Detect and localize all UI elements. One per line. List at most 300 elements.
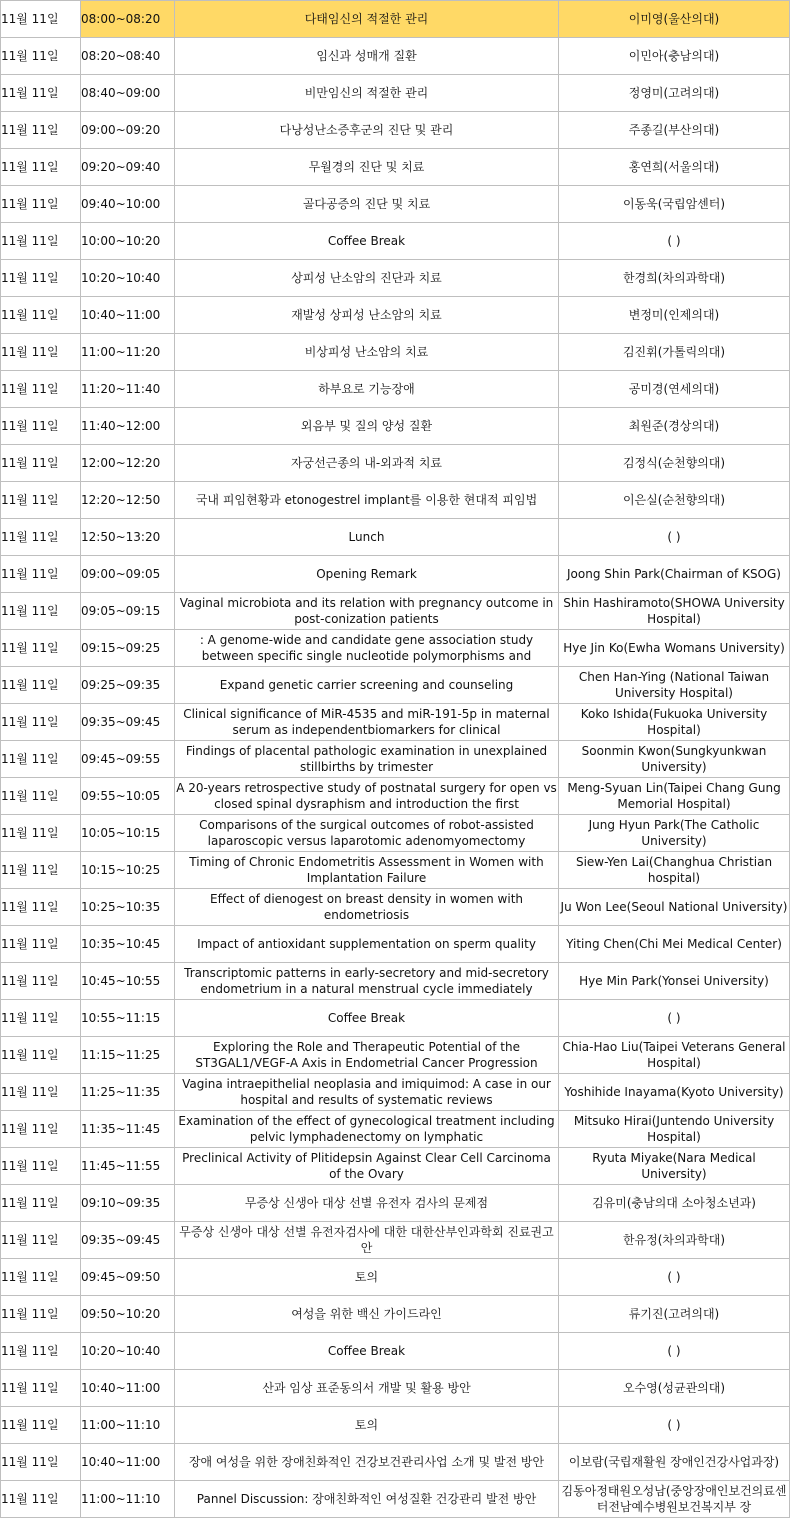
session-date-cell[interactable] xyxy=(1,38,81,75)
session-title: 장애 여성을 위한 장애친화적인 건강보건관리사업 소개 및 발전 방안 xyxy=(188,1455,545,1469)
session-date: 11월 11일 xyxy=(1,197,59,211)
session-time: 11:00~11:10 xyxy=(81,1492,161,1506)
session-date-cell[interactable] xyxy=(1,1074,81,1111)
session-time-cell[interactable] xyxy=(81,963,175,1000)
session-title-cell[interactable] xyxy=(175,852,559,889)
session-time: 11:15~11:25 xyxy=(81,1048,161,1062)
session-speaker-cell[interactable] xyxy=(559,1370,790,1407)
session-time-cell[interactable] xyxy=(81,482,175,519)
session-title: 골다공증의 진단 및 치료 xyxy=(302,197,431,211)
session-title-cell[interactable] xyxy=(175,926,559,963)
schedule-row xyxy=(1,1481,790,1518)
session-speaker: Joong Shin Park(Chairman of KSOG) xyxy=(566,567,781,581)
session-title: 외음부 및 질의 양성 질환 xyxy=(300,419,433,433)
session-speaker: 김진휘(가톨릭의대) xyxy=(622,345,726,359)
session-time-cell[interactable] xyxy=(81,593,175,630)
session-date: 11월 11일 xyxy=(1,160,59,174)
session-date-cell[interactable] xyxy=(1,778,81,815)
session-title-cell[interactable] xyxy=(175,1,559,38)
session-title: Clinical significance of MiR-4535 and miR-191-5p in maternal serum as independentbiomarkers for clinical xyxy=(183,707,550,737)
session-time-cell[interactable] xyxy=(81,630,175,667)
session-title-cell[interactable] xyxy=(175,1481,559,1518)
session-time: 08:40~09:00 xyxy=(81,86,161,100)
session-date: 11월 11일 xyxy=(1,234,59,248)
session-date: 11월 11일 xyxy=(1,937,59,951)
session-title-cell[interactable] xyxy=(175,1296,559,1333)
session-time: 08:20~08:40 xyxy=(81,49,161,63)
session-date-cell[interactable] xyxy=(1,704,81,741)
session-title-cell[interactable] xyxy=(175,38,559,75)
session-time-cell[interactable] xyxy=(81,667,175,704)
session-date: 11월 11일 xyxy=(1,604,59,618)
session-date-cell[interactable] xyxy=(1,1185,81,1222)
session-title-cell[interactable] xyxy=(175,223,559,260)
session-time: 09:05~09:15 xyxy=(81,604,161,618)
session-date: 11월 11일 xyxy=(1,752,59,766)
session-date-cell[interactable] xyxy=(1,889,81,926)
session-title-cell[interactable] xyxy=(175,1185,559,1222)
session-title-cell[interactable] xyxy=(175,1407,559,1444)
session-time-cell[interactable] xyxy=(81,371,175,408)
session-title-cell[interactable] xyxy=(175,667,559,704)
session-time-cell[interactable] xyxy=(81,149,175,186)
session-date: 11월 11일 xyxy=(1,715,59,729)
session-speaker-cell[interactable] xyxy=(559,926,790,963)
session-speaker-cell[interactable] xyxy=(559,334,790,371)
session-speaker: 이은실(순천향의대) xyxy=(622,493,726,507)
session-title: Findings of placental pathologic examination in unexplained stillbirths by trimester xyxy=(185,744,548,774)
session-title-cell[interactable] xyxy=(175,297,559,334)
session-date-cell[interactable] xyxy=(1,630,81,667)
session-date-cell[interactable] xyxy=(1,667,81,704)
session-speaker-cell[interactable] xyxy=(559,186,790,223)
session-title-cell[interactable] xyxy=(175,1370,559,1407)
session-date: 11월 11일 xyxy=(1,567,59,581)
session-time-cell[interactable] xyxy=(81,1222,175,1259)
session-date-cell[interactable] xyxy=(1,1481,81,1518)
schedule-row xyxy=(1,75,790,112)
session-speaker-cell[interactable] xyxy=(559,1037,790,1074)
session-title: Effect of dienogest on breast density in women with endometriosis xyxy=(209,892,523,922)
session-date: 11월 11일 xyxy=(1,1492,59,1506)
session-date-cell[interactable] xyxy=(1,445,81,482)
session-speaker-cell[interactable] xyxy=(559,630,790,667)
session-date-cell[interactable] xyxy=(1,556,81,593)
session-time-cell[interactable] xyxy=(81,741,175,778)
session-date-cell[interactable] xyxy=(1,519,81,556)
session-title: 국내 피임현황과 etonogestrel implant를 이용한 현대적 피임법 xyxy=(195,493,538,507)
schedule-row xyxy=(1,741,790,778)
session-date-cell[interactable] xyxy=(1,1296,81,1333)
session-time: 09:40~10:00 xyxy=(81,197,161,211)
session-title-cell[interactable] xyxy=(175,556,559,593)
session-time-cell[interactable] xyxy=(81,1037,175,1074)
session-title-cell[interactable] xyxy=(175,1148,559,1185)
session-date-cell[interactable] xyxy=(1,1407,81,1444)
schedule-row xyxy=(1,556,790,593)
session-time-cell[interactable] xyxy=(81,408,175,445)
session-time-cell[interactable] xyxy=(81,889,175,926)
session-title-cell[interactable] xyxy=(175,1000,559,1037)
session-date-cell[interactable] xyxy=(1,963,81,1000)
session-date-cell[interactable] xyxy=(1,223,81,260)
session-speaker-cell[interactable] xyxy=(559,1296,790,1333)
session-date: 11월 11일 xyxy=(1,641,59,655)
session-title-cell[interactable] xyxy=(175,889,559,926)
schedule-row xyxy=(1,889,790,926)
session-time: 10:55~11:15 xyxy=(81,1011,161,1025)
session-title-cell[interactable] xyxy=(175,630,559,667)
session-speaker-cell[interactable] xyxy=(559,260,790,297)
session-title: Exploring the Role and Therapeutic Potential of the ST3GAL1/VEGF-A Axis in Endometrial Cancer Progression xyxy=(195,1040,538,1070)
session-time-cell[interactable] xyxy=(81,815,175,852)
session-speaker-cell[interactable] xyxy=(559,1407,790,1444)
session-time-cell[interactable] xyxy=(81,1370,175,1407)
session-date-cell[interactable] xyxy=(1,741,81,778)
session-title-cell[interactable] xyxy=(175,149,559,186)
session-title: Lunch xyxy=(348,530,385,544)
session-speaker: 한유정(차의과학대) xyxy=(622,1233,726,1247)
session-date: 11월 11일 xyxy=(1,1455,59,1469)
session-time-cell[interactable] xyxy=(81,926,175,963)
session-speaker-cell[interactable] xyxy=(559,1111,790,1148)
session-time-cell[interactable] xyxy=(81,334,175,371)
session-speaker-cell[interactable] xyxy=(559,371,790,408)
session-title: 무월경의 진단 및 치료 xyxy=(308,160,425,174)
session-time-cell[interactable] xyxy=(81,519,175,556)
schedule-row xyxy=(1,38,790,75)
session-speaker: 최원준(경상의대) xyxy=(628,419,720,433)
session-time-cell[interactable] xyxy=(81,1,175,38)
session-time: 12:20~12:50 xyxy=(81,493,161,507)
session-date-cell[interactable] xyxy=(1,852,81,889)
session-date-cell[interactable] xyxy=(1,371,81,408)
session-speaker-cell[interactable] xyxy=(559,1074,790,1111)
session-speaker: 변정미(인제의대) xyxy=(628,308,720,322)
session-title-cell[interactable] xyxy=(175,593,559,630)
session-date: 11월 11일 xyxy=(1,419,59,433)
session-speaker: Soonmin Kwon(Sungkyunkwan University) xyxy=(581,744,767,774)
session-title-cell[interactable] xyxy=(175,704,559,741)
session-time: 10:20~10:40 xyxy=(81,271,161,285)
session-time-cell[interactable] xyxy=(81,38,175,75)
session-speaker: Jung Hyun Park(The Catholic University) xyxy=(588,818,760,848)
session-speaker: 김동아정태원오성남(중앙장애인보건의료센터전남예수병원보건복지부 장 xyxy=(561,1484,787,1514)
session-speaker: 류기진(고려의대) xyxy=(628,1307,720,1321)
session-time-cell[interactable] xyxy=(81,297,175,334)
session-title: Opening Remark xyxy=(316,567,417,581)
session-speaker-cell[interactable] xyxy=(559,482,790,519)
session-time-cell[interactable] xyxy=(81,75,175,112)
session-time-cell[interactable] xyxy=(81,445,175,482)
session-time: 09:10~09:35 xyxy=(81,1196,161,1210)
schedule-row xyxy=(1,778,790,815)
session-date-cell[interactable] xyxy=(1,1259,81,1296)
session-time-cell[interactable] xyxy=(81,778,175,815)
session-date: 11월 11일 xyxy=(1,382,59,396)
session-time: 09:20~09:40 xyxy=(81,160,161,174)
session-speaker-cell[interactable] xyxy=(559,667,790,704)
session-time-cell[interactable] xyxy=(81,112,175,149)
session-time: 09:50~10:20 xyxy=(81,1307,161,1321)
session-date-cell[interactable] xyxy=(1,1,81,38)
session-date-cell[interactable] xyxy=(1,815,81,852)
session-speaker-cell[interactable] xyxy=(559,852,790,889)
session-title: Vagina intraepithelial neoplasia and imiquimod: A case in our hospital and results of systematic reviews xyxy=(182,1077,551,1107)
session-time-cell[interactable] xyxy=(81,1111,175,1148)
session-date-cell[interactable] xyxy=(1,112,81,149)
session-date-cell[interactable] xyxy=(1,1111,81,1148)
session-title: A 20-years retrospective study of postnatal surgery for open vs closed spinal dysraphism and introduction the first xyxy=(176,781,557,811)
session-title-cell[interactable] xyxy=(175,1111,559,1148)
session-date: 11월 11일 xyxy=(1,1048,59,1062)
session-time-cell[interactable] xyxy=(81,704,175,741)
session-speaker-cell[interactable] xyxy=(559,963,790,1000)
session-time-cell[interactable] xyxy=(81,186,175,223)
session-time: 11:20~11:40 xyxy=(81,382,161,396)
session-date-cell[interactable] xyxy=(1,1370,81,1407)
session-date-cell[interactable] xyxy=(1,926,81,963)
session-speaker: 이동욱(국립암센터) xyxy=(622,197,726,211)
session-speaker-cell[interactable] xyxy=(559,593,790,630)
session-title-cell[interactable] xyxy=(175,334,559,371)
session-speaker: 정영미(고려의대) xyxy=(628,86,720,100)
session-date-cell[interactable] xyxy=(1,1222,81,1259)
session-speaker-cell[interactable] xyxy=(559,223,790,260)
session-title: 무증상 신생아 대상 선별 유전자검사에 대한 대한산부인과학회 진료권고안 xyxy=(179,1225,554,1255)
session-speaker-cell[interactable] xyxy=(559,556,790,593)
session-time-cell[interactable] xyxy=(81,1000,175,1037)
session-speaker: 홍연희(서울의대) xyxy=(628,160,720,174)
session-date-cell[interactable] xyxy=(1,149,81,186)
session-title: 토의 xyxy=(354,1270,379,1284)
session-date: 11월 11일 xyxy=(1,789,59,803)
session-date-cell[interactable] xyxy=(1,482,81,519)
schedule-row xyxy=(1,186,790,223)
schedule-row xyxy=(1,334,790,371)
session-date: 11월 11일 xyxy=(1,678,59,692)
session-time: 10:20~10:40 xyxy=(81,1344,161,1358)
session-time: 11:00~11:20 xyxy=(81,345,161,359)
session-title: Preclinical Activity of Plitidepsin Against Clear Cell Carcinoma of the Ovary xyxy=(182,1151,551,1181)
session-title-cell[interactable] xyxy=(175,1259,559,1296)
session-title-cell[interactable] xyxy=(175,519,559,556)
session-time-cell[interactable] xyxy=(81,852,175,889)
session-speaker: Hye Jin Ko(Ewha Womans University) xyxy=(563,641,785,655)
session-speaker: Hye Min Park(Yonsei University) xyxy=(579,974,769,988)
session-speaker: 이보람(국립재활원 장애인건강사업과장) xyxy=(568,1455,780,1469)
session-date: 11월 11일 xyxy=(1,1418,59,1432)
schedule-row xyxy=(1,815,790,852)
session-title-cell[interactable] xyxy=(175,778,559,815)
session-title: Timing of Chronic Endometritis Assessment in Women with Implantation Failure xyxy=(189,855,544,885)
session-title: Coffee Break xyxy=(327,234,406,248)
session-title-cell[interactable] xyxy=(175,1222,559,1259)
session-date-cell[interactable] xyxy=(1,408,81,445)
session-speaker-cell[interactable] xyxy=(559,1000,790,1037)
schedule-row xyxy=(1,1259,790,1296)
session-time-cell[interactable] xyxy=(81,1444,175,1481)
session-title-cell[interactable] xyxy=(175,963,559,1000)
session-speaker-cell[interactable] xyxy=(559,1185,790,1222)
session-title-cell[interactable] xyxy=(175,741,559,778)
schedule-row xyxy=(1,1222,790,1259)
session-speaker-cell[interactable] xyxy=(559,741,790,778)
session-speaker-cell[interactable] xyxy=(559,75,790,112)
session-time: 09:00~09:05 xyxy=(81,567,161,581)
session-title-cell[interactable] xyxy=(175,1333,559,1370)
session-speaker: Ryuta Miyake(Nara Medical University) xyxy=(592,1151,756,1181)
session-title-cell[interactable] xyxy=(175,445,559,482)
session-time: 12:50~13:20 xyxy=(81,530,161,544)
session-title: 다태임신의 적절한 관리 xyxy=(304,12,429,26)
session-speaker: 김정식(순천향의대) xyxy=(622,456,726,470)
session-speaker: 이미영(울산의대) xyxy=(628,12,720,26)
session-time-cell[interactable] xyxy=(81,1407,175,1444)
session-speaker: Chia-Hao Liu(Taipei Veterans General Hospital) xyxy=(562,1040,786,1070)
session-date-cell[interactable] xyxy=(1,334,81,371)
session-speaker-cell[interactable] xyxy=(559,38,790,75)
session-time-cell[interactable] xyxy=(81,1481,175,1518)
schedule-row xyxy=(1,1185,790,1222)
session-speaker-cell[interactable] xyxy=(559,297,790,334)
session-title: 상피성 난소암의 진단과 치료 xyxy=(291,271,442,285)
session-speaker-cell[interactable] xyxy=(559,704,790,741)
session-title-cell[interactable] xyxy=(175,1074,559,1111)
session-title-cell[interactable] xyxy=(175,815,559,852)
session-title-cell[interactable] xyxy=(175,186,559,223)
session-speaker: ( ) xyxy=(667,1344,681,1358)
schedule-row xyxy=(1,1074,790,1111)
session-time-cell[interactable] xyxy=(81,556,175,593)
session-title-cell[interactable] xyxy=(175,1037,559,1074)
session-title: 하부요로 기능장애 xyxy=(318,382,415,396)
session-date-cell[interactable] xyxy=(1,186,81,223)
session-time: 09:35~09:45 xyxy=(81,1233,161,1247)
session-date-cell[interactable] xyxy=(1,1000,81,1037)
session-title-cell[interactable] xyxy=(175,408,559,445)
session-title-cell[interactable] xyxy=(175,260,559,297)
session-speaker-cell[interactable] xyxy=(559,778,790,815)
session-title-cell[interactable] xyxy=(175,75,559,112)
session-title: Vaginal microbiota and its relation with pregnancy outcome in post-conization patients xyxy=(179,596,554,626)
schedule-row xyxy=(1,1333,790,1370)
session-time-cell[interactable] xyxy=(81,1074,175,1111)
session-title: 여성을 위한 백신 가이드라인 xyxy=(291,1307,442,1321)
schedule-row xyxy=(1,1407,790,1444)
session-title-cell[interactable] xyxy=(175,1444,559,1481)
schedule-row xyxy=(1,1370,790,1407)
session-date: 11월 11일 xyxy=(1,1011,59,1025)
session-speaker-cell[interactable] xyxy=(559,889,790,926)
session-speaker-cell[interactable] xyxy=(559,149,790,186)
session-date: 11월 11일 xyxy=(1,863,59,877)
session-date: 11월 11일 xyxy=(1,1085,59,1099)
session-time-cell[interactable] xyxy=(81,1259,175,1296)
session-speaker-cell[interactable] xyxy=(559,1481,790,1518)
session-speaker-cell[interactable] xyxy=(559,1,790,38)
session-time-cell[interactable] xyxy=(81,260,175,297)
session-date: 11월 11일 xyxy=(1,1381,59,1395)
session-time: 10:40~11:00 xyxy=(81,1381,161,1395)
session-speaker: 한경희(차의과학대) xyxy=(622,271,726,285)
schedule-row xyxy=(1,704,790,741)
session-title: Comparisons of the surgical outcomes of robot-assisted laparoscopic versus laparotomic adenomyomectomy xyxy=(199,818,534,848)
session-speaker-cell[interactable] xyxy=(559,1444,790,1481)
session-date-cell[interactable] xyxy=(1,1037,81,1074)
session-date-cell[interactable] xyxy=(1,1333,81,1370)
session-date-cell[interactable] xyxy=(1,297,81,334)
session-speaker-cell[interactable] xyxy=(559,112,790,149)
schedule-row xyxy=(1,371,790,408)
session-speaker: ( ) xyxy=(667,530,681,544)
schedule-row xyxy=(1,1111,790,1148)
schedule-row xyxy=(1,852,790,889)
session-time-cell[interactable] xyxy=(81,1185,175,1222)
session-date-cell[interactable] xyxy=(1,593,81,630)
session-time-cell[interactable] xyxy=(81,1296,175,1333)
session-title: : A genome-wide and candidate gene association study between specific single nucleotide polymorphisms and xyxy=(199,633,534,663)
session-date-cell[interactable] xyxy=(1,1444,81,1481)
session-date: 11월 11일 xyxy=(1,123,59,137)
session-time-cell[interactable] xyxy=(81,223,175,260)
session-title: Coffee Break xyxy=(327,1344,406,1358)
session-speaker-cell[interactable] xyxy=(559,408,790,445)
session-time-cell[interactable] xyxy=(81,1148,175,1185)
session-speaker-cell[interactable] xyxy=(559,1333,790,1370)
session-time: 09:45~09:55 xyxy=(81,752,161,766)
session-speaker-cell[interactable] xyxy=(559,1148,790,1185)
session-time: 10:15~10:25 xyxy=(81,863,161,877)
session-speaker-cell[interactable] xyxy=(559,1259,790,1296)
session-title-cell[interactable] xyxy=(175,482,559,519)
session-title: 비만임신의 적절한 관리 xyxy=(304,86,429,100)
schedule-row xyxy=(1,926,790,963)
session-time: 08:00~08:20 xyxy=(81,12,161,26)
session-speaker-cell[interactable] xyxy=(559,1222,790,1259)
session-speaker: ( ) xyxy=(667,1011,681,1025)
session-date-cell[interactable] xyxy=(1,260,81,297)
session-title: Transcriptomic patterns in early-secretory and mid-secretory endometrium in a natural menstrual cycle immediately xyxy=(184,966,549,996)
session-date: 11월 11일 xyxy=(1,345,59,359)
session-date: 11월 11일 xyxy=(1,826,59,840)
session-time: 12:00~12:20 xyxy=(81,456,161,470)
session-speaker-cell[interactable] xyxy=(559,445,790,482)
session-title: Coffee Break xyxy=(327,1011,406,1025)
session-speaker: Yiting Chen(Chi Mei Medical Center) xyxy=(566,937,782,951)
session-date-cell[interactable] xyxy=(1,1148,81,1185)
session-date: 11월 11일 xyxy=(1,1270,59,1284)
session-speaker: Siew-Yen Lai(Changhua Christian hospital) xyxy=(575,855,773,885)
schedule-body xyxy=(1,1,790,1518)
session-date: 11월 11일 xyxy=(1,974,59,988)
session-time: 10:05~10:15 xyxy=(81,826,161,840)
session-date: 11월 11일 xyxy=(1,49,59,63)
session-speaker: Koko Ishida(Fukuoka University Hospital) xyxy=(580,707,768,737)
session-date: 11월 11일 xyxy=(1,1344,59,1358)
session-time: 10:45~10:55 xyxy=(81,974,161,988)
session-title: 재발성 상피성 난소암의 치료 xyxy=(291,308,442,322)
session-speaker: Shin Hashiramoto(SHOWA University Hospital) xyxy=(563,596,785,626)
session-title-cell[interactable] xyxy=(175,371,559,408)
session-speaker-cell[interactable] xyxy=(559,815,790,852)
session-date-cell[interactable] xyxy=(1,75,81,112)
session-title: 산과 임상 표준동의서 개발 및 활용 방안 xyxy=(262,1381,471,1395)
session-speaker-cell[interactable] xyxy=(559,519,790,556)
session-title: Impact of antioxidant supplementation on sperm quality xyxy=(197,937,536,951)
session-title-cell[interactable] xyxy=(175,112,559,149)
session-time-cell[interactable] xyxy=(81,1333,175,1370)
